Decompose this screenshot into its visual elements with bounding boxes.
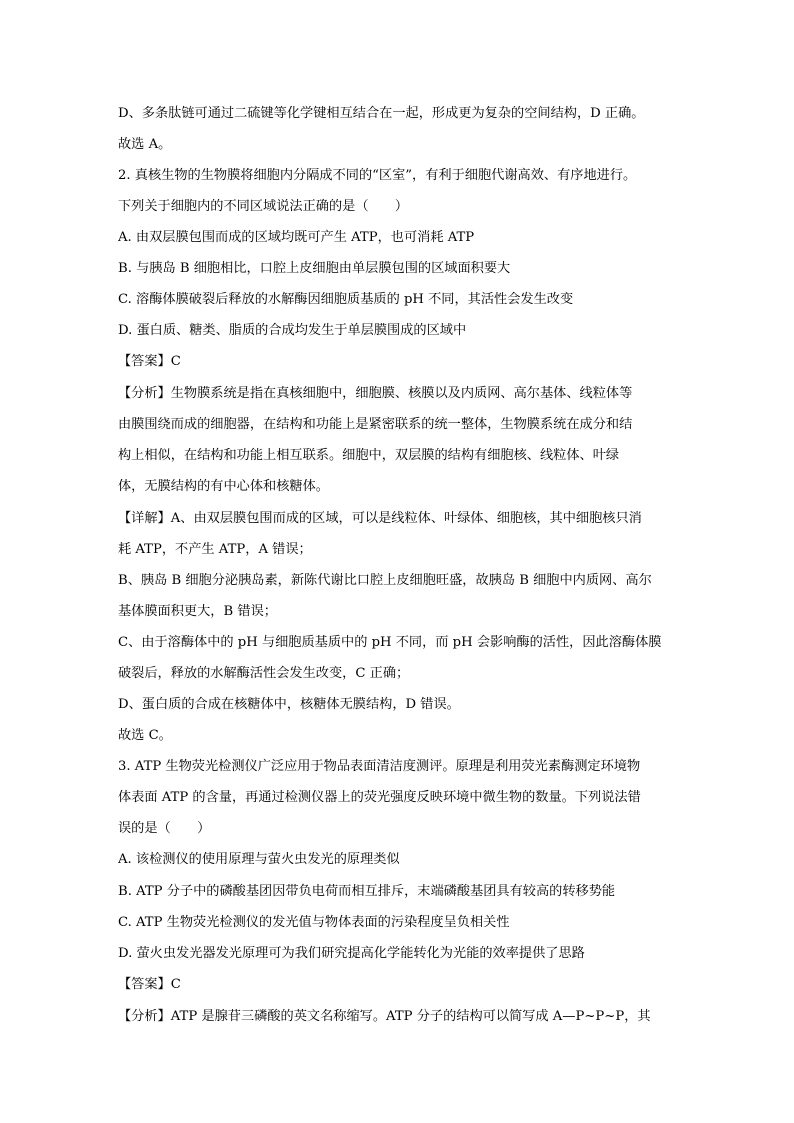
option-a: A. 由双层膜包围而成的区域均既可产生 ATP，也可消耗 ATP <box>118 230 475 245</box>
text-line: 误的是（ ） <box>118 821 211 836</box>
option-b: B. ATP 分子中的磷酸基团因带负电荷而相互排斥，末端磷酸基团具有较高的转移势能 <box>118 884 616 899</box>
option-d: D. 蛋白质、糖类、脂质的合成均发生于单层膜围成的区域中 <box>118 323 467 338</box>
analysis-paragraph: 【分析】生物膜系统是指在真核细胞中，细胞膜、核膜以及内质网、高尔基体、线粒体等 <box>118 386 633 401</box>
text-line: 故选 A。 <box>118 137 172 152</box>
analysis-paragraph: 【分析】ATP 是腺苷三磷酸的英文名称缩写。ATP 分子的结构可以简写成 A—P~P~P，其 <box>118 1009 651 1024</box>
option-c: C. ATP 生物荧光检测仪的发光值与物体表面的污染程度呈负相关性 <box>118 915 510 930</box>
text-line: 体，无膜结构的有中心体和核糖体。 <box>118 479 329 494</box>
text-line: 由膜围绕而成的细胞器，在结构和功能上是紧密联系的统一整体，生物膜系统在成分和结 <box>118 417 633 432</box>
text-line: B、胰岛 B 细胞分泌胰岛素，新陈代谢比口腔上皮细胞旺盛，故胰岛 B 细胞中内质网、高尔 <box>118 573 652 588</box>
detail-paragraph: 【详解】A、由双层膜包围而成的区域，可以是线粒体、叶绿体、细胞核，其中细胞核只消 <box>118 511 642 526</box>
text-line: 基体膜面积更大，B 错误； <box>118 604 277 619</box>
text-line: 耗 ATP，不产生 ATP，A 错误； <box>118 542 312 557</box>
option-c: C. 溶酶体膜破裂后释放的水解酶因细胞质基质的 pH 不同，其活性会发生改变 <box>118 292 574 307</box>
text-line: D、蛋白质的合成在核糖体中，核糖体无膜结构，D 错误。 <box>118 697 460 712</box>
question-2-stem: 2. 真核生物的生物膜将细胞内分隔成不同的“区室”，有利于细胞代谢高效、有序地进行。 <box>118 168 637 183</box>
question-3-stem: 3. ATP 生物荧光检测仪广泛应用于物品表面清洁度测评。原理是利用荧光素酶测定环境物 <box>118 759 641 774</box>
option-d: D. 萤火虫发光器发光原理可为我们研究提高化学能转化为光能的效率提供了思路 <box>118 946 585 961</box>
text-line: D、多条肽链可通过二硫键等化学键相互结合在一起，形成更为复杂的空间结构，D 正确。 <box>118 106 645 121</box>
answer-label: 【答案】C <box>118 354 181 369</box>
text-line: 构上相似，在结构和功能上相互联系。细胞中，双层膜的结构有细胞核、线粒体、叶绿 <box>118 448 620 463</box>
text-line: 破裂后，释放的水解酶活性会发生改变，C 正确； <box>118 666 410 681</box>
text-line: C、由于溶酶体中的 pH 与细胞质基质中的 pH 不同，而 pH 会影响酶的活性，因此溶酶体膜 <box>118 635 662 650</box>
text-line: 故选 C。 <box>118 728 172 743</box>
text-line: 体表面 ATP 的含量，再通过检测仪器上的荧光强度反映环境中微生物的数量。下列说法错 <box>118 790 641 805</box>
option-a: A. 该检测仪的使用原理与萤火虫发光的原理类似 <box>118 852 400 867</box>
option-b: B. 与胰岛 B 细胞相比，口腔上皮细胞由单层膜包围的区域面积要大 <box>118 261 511 276</box>
text-line: 下列关于细胞内的不同区域说法正确的是（ ） <box>118 199 409 214</box>
answer-label: 【答案】C <box>118 977 181 992</box>
